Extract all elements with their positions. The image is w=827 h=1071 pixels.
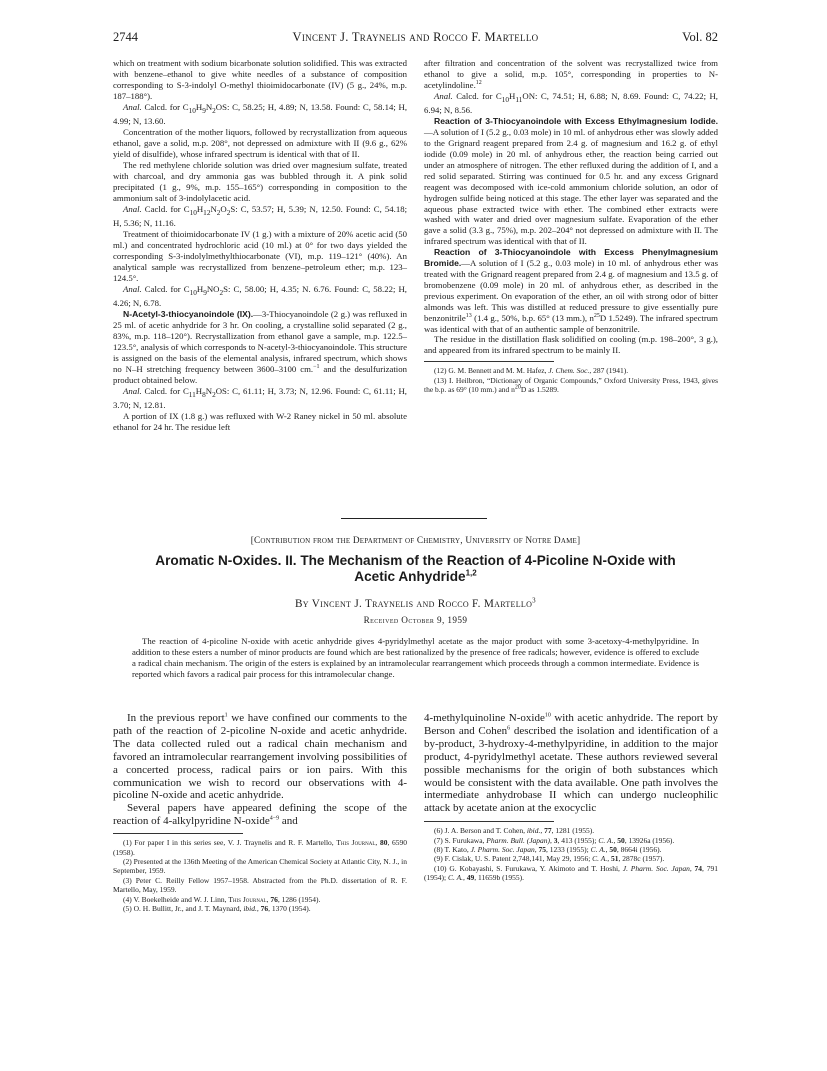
paragraph: Several papers have appeared defining the scope of the reaction of 4-alkylpyridine N-oxide$^{4-9}$ and bbox=[113, 802, 407, 828]
body-right-text bbox=[424, 712, 718, 815]
paragraph: Reaction of 3-Thiocyanoindole with Excess Ethylmagnesium Iodide.—A solution of I (5.2 g., 0.03 mole) in 10 ml. of anhydrous ether was slowly added to the Grignard reagent prepared from 2.4 g. of magnesium and 16.2 g. of ethyl iodide (0.09 mole) in 20 ml. of anhydrous ether, the reaction being carried out under an atmosphere of nitrogen. The ether refluxed during the addition of I, and a red solid separated. Stirring was continued for 0.5 hr. and any excess Grignard reagent was decomposed with ice-cold ammonium chloride solution, an odor of hydrogen sulfide being noticed at this stage. The ether layer was separated and the aqueous phase extracted twice with ether. The combined ether extracts were washed with water and dried over magnesium sulfate. Evaporation of the ether gave a solid (3.3 g., 75%), m.p. 202–204° not depressed on admixture with II. The infrared spectrum was identical with that of II. bbox=[424, 116, 718, 247]
paragraph: A portion of IX (1.8 g.) was refluxed with W-2 Raney nickel in 50 ml. absolute ethanol for 24 hr. The residue left bbox=[113, 411, 407, 432]
paragraph: Anal. Calcd. for $C_{10}H_{11}ON$: C, 74.51; H, 6.88; N, 8.69. Found: C, 74.22; H, 6.94; N, 8.56. bbox=[424, 90, 718, 116]
footnote-divider bbox=[424, 821, 554, 822]
paragraph: Treatment of thioimidocarbonate IV (1 g.) with a mixture of 20% acetic acid (50 ml.) and concentrated hydrochloric acid (10 ml.) at 0° for two days yielded the corresponding S-3-indolylmethylthiocarbonate (VI), m.p. 119–121° (40%). An analytical sample was recrystallized from benzene–petroleum ether; m.p. 123–124.5°. bbox=[113, 229, 407, 283]
contribution-line: [Contribution from the Department of Chemistry, University of Notre Dame] bbox=[250, 536, 581, 546]
article-title: Aromatic N-Oxides. II. The Mechanism of the Reaction of 4-Picoline N-Oxide with Acetic Anhydride$^{1,2}$ bbox=[155, 553, 676, 584]
footnote: (2) Presented at the 136th Meeting of the American Chemical Society at Atlantic City, N. J., in September, 1959. bbox=[113, 856, 407, 876]
footnotes-right bbox=[424, 826, 718, 882]
footnote: (4) V. Boekelheide and W. J. Linn, This Journal, 76, 1286 (1954). bbox=[123, 894, 321, 904]
paragraph: Anal. Calcd. for $C_{10}H_9N_2OS$: C, 58.25; H, 4.89; N, 13.58. Found: C, 58.14; H, 4.99; N, 13.60. bbox=[113, 101, 408, 127]
paragraph: 4-methylquinoline N-oxide$^{10}$ with acetic anhydride. The report by Berson and Cohen$^6$ described the isolation and identification of a by-product, 3-hydroxy-4-methylpyridine, in addition to the major product, 4-pyridylmethyl acetate. These authors reviewed several possible mechanisms for the origin of both substances which would be consistent with the data available. One path involves the intermediate anhydrobase II which can undergo nucleophilic attack by acetate anion at the exocyclic bbox=[424, 712, 718, 815]
footnote: (3) Peter C. Reilly Fellow 1957–1958. Abstracted from the Ph.D. dissertation of R. F. Martello, May, 1959. bbox=[113, 875, 407, 895]
footnote: (13) I. Heilbron, “Dictionary of Organic Compounds,” Oxford University Press, 1943, gives the b.p. as 69° (10 mm.) and $n^{20}D$ as 1.5289. bbox=[424, 375, 718, 395]
paragraph: The residue in the distillation flask solidified on cooling (m.p. 198–200°, 3 g.), and appeared from its infrared spectrum to be mainly II. bbox=[424, 334, 718, 356]
received-date: Received October 9, 1959 bbox=[363, 615, 468, 625]
paragraph: which on treatment with sodium bicarbonate solution solidified. This was extracted with benzene–ethanol to give white needles of a substance of composition corresponding to S-3-indolyl O-methyl thioimidocarbonate (IV) (5 g., 24%, m.p. 187–188°). bbox=[113, 58, 407, 101]
paragraph: after filtration and concentration of the solvent was recrystallized twice from ethanol to give a solid, m.p. 105°, corresponding in properties to N-acetylindoline.$^{12}$ bbox=[424, 58, 718, 90]
footnote-divider bbox=[113, 833, 243, 834]
experimental-right-column bbox=[424, 58, 718, 394]
paragraph: In the previous report$^1$ we have confined our comments to the path of the reaction of 2-picoline N-oxide and acetic anhydride. The data collected ruled out a radical chain mechanism and favored an intramolecular rearrangement involving possibilities of a concerted process, radical pairs or ion pairs. With this communication we wish to record our observations with 4-picoline N-oxide and acetic anhydride. bbox=[113, 712, 407, 802]
volume-label: Vol. 82 bbox=[682, 30, 718, 44]
byline: By Vincent J. Traynelis and Rocco F. Martello$^3$ bbox=[295, 596, 536, 610]
footnote: (9) F. Cislak, U. S. Patent 2,748,141, May 29, 1956; C. A., 51, 2878c (1957). bbox=[434, 854, 665, 864]
body-left-text bbox=[113, 712, 407, 828]
body-left-column bbox=[113, 712, 407, 913]
paragraph: Anal. Calcd. for $C_{10}H_9NO_2S$: C, 58.00; H, 4.35; N. 6.76. Found: C, 58.22; H, 4.26; N, 6.78. bbox=[113, 283, 407, 309]
article-separator bbox=[341, 518, 487, 519]
footnote: (1) For paper I in this series see, V. J. Traynelis and R. F. Martello, This Journal, 80, 6590 (1958). bbox=[113, 838, 407, 857]
paragraph: Reaction of 3-Thiocyanoindole with Excess Phenylmagnesium Bromide.—A solution of I (5.2 g., 0.03 mole) in 10 ml. of anhydrous ether was treated with the Grignard reagent prepared from 2.4 g. of magnesium and 13.5 g. of bromobenzene (0.09 mole) in 20 ml. of anhydrous ether, as described in the previous experiment. On evaporation of the ether, an oil with strong odor of bitter almonds was left. This was distilled at reduced pressure to give essentially pure benzonitrile$^{13}$ (1.4 g., 50%, b.p. 65° (13 mm.), $n^{25}D$ 1.5249). The infrared spectrum was identical with that of an authentic sample of benzonitrile. bbox=[424, 247, 718, 334]
footnote-divider bbox=[424, 361, 554, 362]
footnote: (7) S. Furukawa, Pharm. Bull. (Japan), 3, 413 (1955); C. A., 50, 13926a (1956). bbox=[434, 835, 675, 845]
paragraph: N-Acetyl-3-thiocyanoindole (IX).—3-Thiocyanoindole (2 g.) was refluxed in 25 ml. of acetic anhydride for 3 hr. On cooling, a crystalline solid separated (2 g., 83%, m.p. 118–120°). Recrystallization from ethanol gave a sample, m.p. 122.5–123.5°, analysis of which corresponds to N-acetyl-3-thiocyanoindole. This structure is assigned on the basis of the elemental analysis, infrared spectrum, which shows no N–H stretching frequency between 3600–3100 cm.$^{-1}$ and the desulfurization product obtained below. bbox=[113, 309, 407, 385]
paragraph: Anal. Calcd. for $C_{11}H_8N_2OS$: C, 61.11; H, 3.73; N, 12.96. Found: C, 61.11; H, 3.70; N, 12.81. bbox=[113, 385, 407, 411]
footnote: (8) T. Kato, J. Pharm. Soc. Japan, 75, 1233 (1955); C. A., 50, 8664i (1956). bbox=[434, 845, 662, 855]
page-number: 2744 bbox=[113, 30, 138, 44]
experimental-right-text bbox=[424, 58, 718, 356]
footnotes-left bbox=[113, 838, 407, 913]
running-head: Vincent J. Traynelis and Rocco F. Martello bbox=[292, 30, 539, 44]
footnote: (6) J. A. Berson and T. Cohen, ibid., 77, 1281 (1955). bbox=[434, 826, 595, 836]
paragraph: Anal. Cacld. for $C_{10}H_{12}N_2O_2S$: C, 53.57; H, 5.39; N, 12.50. Found: C, 54.18; H, 5.36; N, 11.16. bbox=[113, 203, 407, 229]
footnote: (12) G. M. Bennett and M. M. Hafez, J. Chem. Soc., 287 (1941). bbox=[434, 366, 629, 376]
abstract: The reaction of 4-picoline N-oxide with acetic anhydride gives 4-pyridylmethyl acetate as the major product with some 3-acetoxy-4-methylpyridine. In addition to these esters a number of minor products are found which are best rationalized by the presence of free radicals; however, evidence is offered to exclude a radical chain mechanism. The origin of the esters is explained by an intramolecular rearrangement which proceeds through a common intermediate. Evidence is reported which favors a radical pair process for this intramolecular change. bbox=[132, 636, 699, 679]
experimental-left-column bbox=[113, 58, 407, 433]
page-header bbox=[113, 30, 718, 46]
body-right-column bbox=[424, 712, 718, 883]
footnote: (5) O. H. Bullitt, Jr., and J. T. Maynard, ibid., 76, 1370 (1954). bbox=[123, 904, 311, 913]
footnotes-right-top bbox=[424, 366, 718, 394]
paragraph: Concentration of the mother liquors, followed by recrystallization from aqueous ethanol, gave a solid, m.p. 208°, not depressed on admixture with II (9.6 g., 62% yield of disulfide), whose infrared spectrum is identical with that of II. bbox=[113, 127, 407, 159]
footnote: (10) G. Kobayashi, S. Furukawa, Y. Akimoto and T. Hoshi, J. Pharm. Soc. Japan, 74, 791 (1954); C. A., 49, 11659b (1955). bbox=[424, 863, 719, 883]
paragraph: The red methylene chloride solution was dried over magnesium sulfate, treated with charcoal, and dry ammonia gas was bubbled through it. A pink solid precipitated (1 g., 9%, m.p. 155–165°) corresponding in composition to the ammonium salt of 3-indolylacetic acid. bbox=[113, 159, 407, 203]
